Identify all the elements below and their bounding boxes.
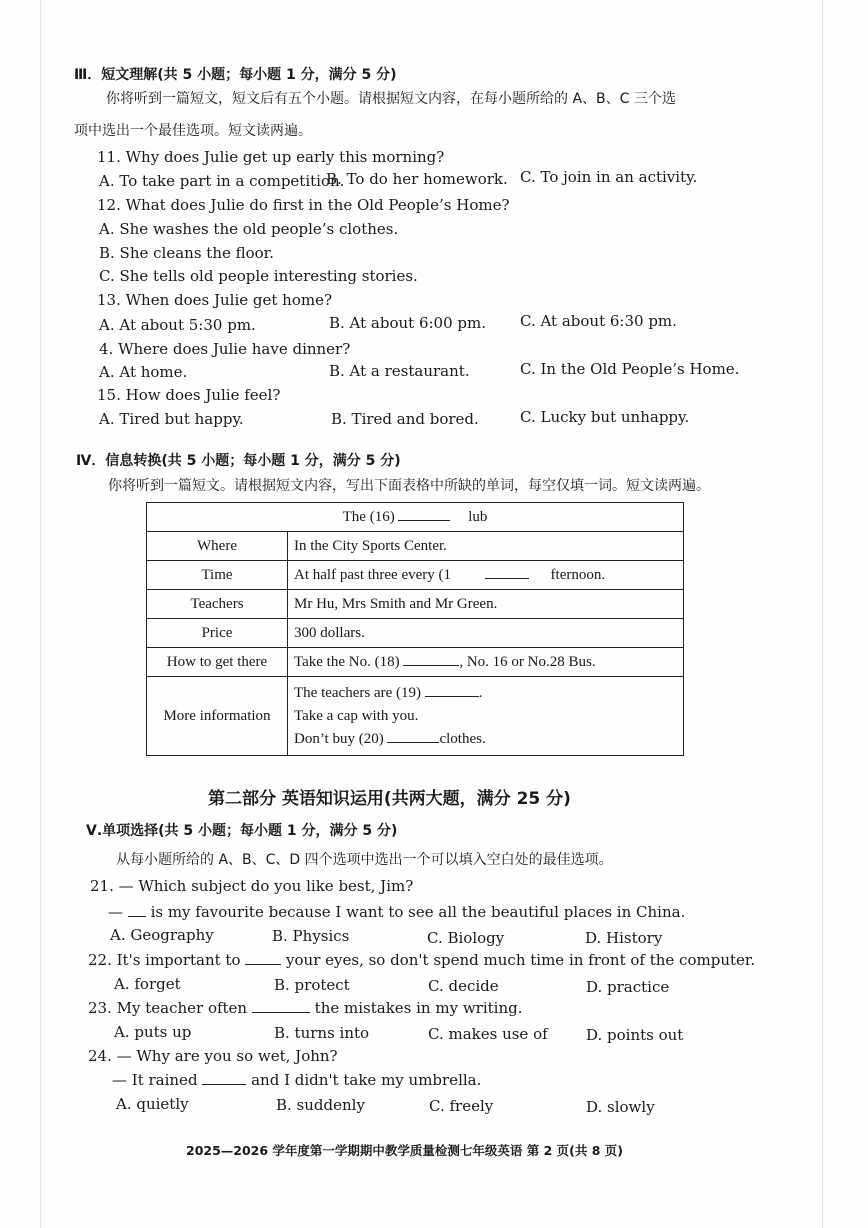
info-table — [146, 502, 684, 756]
q21-option-b: B. Physics — [272, 927, 350, 945]
blank-22[interactable] — [245, 964, 281, 965]
blank-20[interactable] — [387, 742, 439, 743]
table-title-cell — [147, 503, 684, 532]
time-suffix: fternoon. — [550, 566, 606, 583]
table-row — [147, 648, 684, 677]
q11-option-a: A. To take part in a competition. — [99, 172, 345, 190]
q24-option-b: B. suddenly — [276, 1096, 365, 1114]
more-info-line1 — [294, 682, 677, 705]
q24-option-c: C. freely — [429, 1097, 494, 1115]
blank-21[interactable] — [128, 916, 146, 917]
section4-instruction: 你将听到一篇短文。请根据短文内容，写出下面表格中所缺的单词，每空仅填一词。短文读两遍。 — [108, 478, 710, 494]
question-23 — [88, 999, 522, 1017]
more-info-line1-prefix: The teachers are (19) — [294, 684, 422, 701]
q22-option-c: C. decide — [428, 977, 499, 995]
section5-heading: Ⅴ.单项选择(共 5 小题；每小题 1 分，满分 5 分) — [86, 823, 398, 839]
q11-option-b: B. To do her homework. — [326, 170, 508, 188]
q23-option-d: D. points out — [586, 1026, 684, 1044]
question-11: 11. Why does Julie get up early this morning? — [97, 148, 445, 166]
section5-instruction: 从每小题所给的 A、B、C、D 四个选项中选出一个可以填入空白处的最佳选项。 — [116, 852, 613, 868]
row-value-how-to-get-there — [288, 648, 684, 677]
q21-option-c: C. Biology — [427, 929, 505, 947]
q23-suffix: the mistakes in my writing. — [314, 999, 523, 1017]
page-footer: 2025—2026 学年度第一学期期中教学质量检测七年级英语 第 2 页(共 8 页) — [186, 1143, 624, 1158]
question-13: 13. When does Julie get home? — [97, 291, 333, 309]
section3-instruction-line2: 项中选出一个最佳选项。短文读两遍。 — [74, 123, 312, 139]
q14-option-a: A. At home. — [99, 363, 188, 381]
more-info-line3 — [294, 728, 677, 751]
q23-prefix: 23. My teacher often — [88, 999, 248, 1017]
table-row — [147, 532, 684, 561]
question-24-line2 — [112, 1071, 481, 1089]
table-row — [147, 619, 684, 648]
more-info-line2: Take a cap with you. — [294, 707, 419, 724]
q23-option-a: A. puts up — [114, 1023, 192, 1041]
q15-option-c: C. Lucky but unhappy. — [520, 408, 690, 426]
time-prefix: At half past three every (1 — [294, 566, 452, 583]
more-info-line3-suffix: clothes. — [439, 730, 486, 747]
scan-edge-right — [822, 0, 823, 1228]
q21-option-d: D. History — [585, 929, 663, 947]
row-label-how-to-get-there: How to get there — [147, 648, 288, 677]
question-24-line1: 24. — Why are you so wet, John? — [88, 1047, 338, 1065]
q23-option-b: B. turns into — [274, 1024, 370, 1042]
section3-instruction-line1: 你将听到一篇短文，短文后有五个小题。请根据短文内容，在每小题所给的 A、B、C 三个选 — [106, 91, 676, 107]
question-22 — [88, 951, 755, 969]
transport-suffix: , No. 16 or No.28 Bus. — [459, 653, 596, 670]
question-15: 15. How does Julie feel? — [97, 386, 281, 404]
row-label-price: Price — [147, 619, 288, 648]
table-row — [147, 503, 684, 532]
q23-option-c: C. makes use of — [428, 1025, 548, 1043]
q12-option-b: B. She cleans the floor. — [99, 244, 274, 262]
q24-option-a: A. quietly — [116, 1095, 189, 1113]
q22-option-a: A. forget — [114, 975, 181, 993]
scan-edge-left — [40, 0, 41, 1228]
question-12: 12. What does Julie do first in the Old People’s Home? — [97, 196, 510, 214]
question-14: 4. Where does Julie have dinner? — [99, 340, 351, 358]
row-value-more-information — [288, 677, 684, 756]
blank-23[interactable] — [252, 1012, 310, 1013]
table-title-suffix: lub — [468, 508, 488, 525]
q13-option-b: B. At about 6:00 pm. — [329, 314, 487, 332]
section4-heading: Ⅳ．信息转换(共 5 小题；每小题 1 分，满分 5 分) — [76, 453, 401, 469]
more-info-line3-prefix: Don’t buy (20) — [294, 730, 384, 747]
q14-option-c: C. In the Old People’s Home. — [520, 360, 740, 378]
row-value-price: 300 dollars. — [288, 619, 684, 648]
q22-prefix: 22. It's important to — [88, 951, 241, 969]
part2-heading: 第二部分 英语知识运用(共两大题，满分 25 分) — [208, 789, 571, 809]
row-value-time — [288, 561, 684, 590]
q15-option-b: B. Tired and bored. — [331, 410, 479, 428]
q22-option-d: D. practice — [586, 978, 670, 996]
blank-18[interactable] — [403, 665, 459, 666]
question-21-line2 — [108, 903, 685, 921]
q21-dash: — — [108, 903, 123, 921]
table-row — [147, 561, 684, 590]
row-label-where: Where — [147, 532, 288, 561]
row-label-more-information: More information — [147, 677, 288, 756]
q24-suffix: and I didn't take my umbrella. — [251, 1071, 482, 1089]
q14-option-b: B. At a restaurant. — [329, 362, 470, 380]
q13-option-a: A. At about 5:30 pm. — [99, 316, 256, 334]
blank-19[interactable] — [425, 696, 479, 697]
row-label-teachers: Teachers — [147, 590, 288, 619]
table-row — [147, 590, 684, 619]
blank-17[interactable] — [485, 578, 529, 579]
table-row — [147, 677, 684, 756]
q24-option-d: D. slowly — [586, 1098, 655, 1116]
q22-suffix: your eyes, so don't spend much time in front of the computer. — [286, 951, 756, 969]
transport-prefix: Take the No. (18) — [294, 653, 400, 670]
blank-24[interactable] — [202, 1084, 246, 1085]
q11-option-c: C. To join in an activity. — [520, 168, 698, 186]
q13-option-c: C. At about 6:30 pm. — [520, 312, 677, 330]
q21-option-a: A. Geography — [110, 926, 214, 944]
blank-16[interactable] — [398, 520, 450, 521]
row-value-teachers: Mr Hu, Mrs Smith and Mr Green. — [288, 590, 684, 619]
q12-option-c: C. She tells old people interesting stories. — [99, 267, 418, 285]
q22-option-b: B. protect — [274, 976, 350, 994]
more-info-line1-suffix: . — [478, 684, 483, 701]
q15-option-a: A. Tired but happy. — [99, 410, 244, 428]
q21-rest: is my favourite because I want to see all the beautiful places in China. — [150, 903, 686, 921]
q24-prefix: — It rained — [112, 1071, 198, 1089]
table-title-prefix: The (16) — [342, 508, 395, 525]
row-value-where: In the City Sports Center. — [288, 532, 684, 561]
row-label-time: Time — [147, 561, 288, 590]
section3-heading: Ⅲ．短文理解(共 5 小题；每小题 1 分，满分 5 分) — [74, 67, 397, 83]
q12-option-a: A. She washes the old people’s clothes. — [99, 220, 399, 238]
question-21-line1: 21. — Which subject do you like best, Jim? — [90, 877, 414, 895]
